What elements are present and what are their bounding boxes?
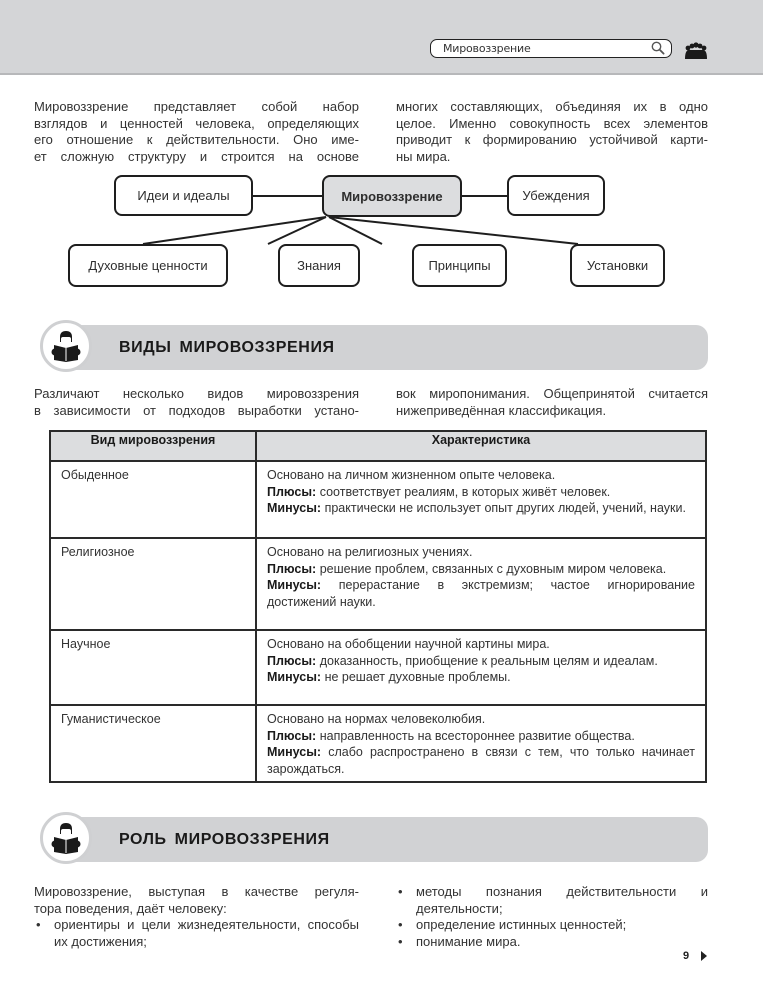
text-line: ны мира. (396, 148, 451, 164)
text-line: Мировоззрение представляет собой набор (34, 99, 359, 114)
diagram-node-spiritual-values: Духовные ценности (68, 244, 228, 287)
bullet-icon: • (36, 917, 41, 932)
basis-text: Основано на религиозных учениях. (267, 545, 473, 559)
minus-text (267, 577, 695, 610)
type-cell: Гуманистическое (50, 705, 256, 782)
plus-text (267, 561, 695, 578)
minus-value: практически не использует опыт других людей, учений, науки. (324, 501, 686, 515)
basis-text: Основано на нормах человеколюбия. (267, 712, 486, 726)
text-line: взглядов и ценностей человека, определяющих (34, 115, 359, 131)
minus-value: слабо распространено в связи с тем, что только начинает зарождаться. (267, 745, 695, 776)
minus-value: не решает духовные проблемы. (324, 670, 511, 684)
table-row (50, 538, 706, 630)
list-item (396, 884, 708, 917)
diagram-node-beliefs: Убеждения (507, 175, 605, 216)
list-item (396, 917, 708, 934)
plus-label: Плюсы: (267, 561, 317, 576)
list-item-text: ориентиры и цели жизнедеятельности, способы их достижения; (54, 917, 359, 949)
table-row (50, 705, 706, 782)
plus-label: Плюсы: (267, 728, 317, 743)
plus-value: соответствует реалиям, в которых живёт человек. (319, 484, 611, 499)
basis-text: Основано на личном жизненном опыте человека. (267, 468, 556, 482)
intro-left-text (34, 99, 359, 165)
text-line: Мировоззрение, выступая в качестве регуля- (34, 884, 359, 899)
diagram-node-worldview: Мировоззрение (322, 175, 462, 217)
table-header-row (50, 431, 706, 461)
plus-value: направленность на всестороннее развитие общества. (319, 728, 635, 743)
column-header-type: Вид мировоззрения (50, 431, 256, 461)
intro-right-text (396, 99, 708, 165)
types-right-text (396, 386, 708, 419)
text-line: нижеприведённая классификация. (396, 402, 607, 418)
search-icon[interactable] (651, 41, 665, 55)
minus-label: Минусы: (267, 670, 322, 684)
section-header-types (40, 320, 708, 372)
list-item-text: понимание мира. (416, 933, 521, 949)
text-line: в зависимости от подходов выработки устано- (34, 402, 359, 418)
page-number: 9 (683, 950, 690, 962)
table-row (50, 461, 706, 538)
characteristic-cell (256, 630, 706, 705)
role-right-list (396, 884, 708, 950)
diagram-node-ideas: Идеи и идеалы (114, 175, 253, 216)
section-title: РОЛЬ МИРОВОЗЗРЕНИЯ (119, 831, 330, 848)
plus-text (267, 653, 695, 670)
plus-value: решение проблем, связанных с духовным миром человека. (319, 561, 667, 576)
type-cell: Религиозное (50, 538, 256, 630)
connector-line (268, 217, 326, 244)
list-item (34, 917, 359, 950)
text-line: вок миропонимания. Общепринятой считается (396, 386, 708, 401)
type-cell: Обыденное (50, 461, 256, 538)
section-header-role (40, 812, 708, 864)
role-left-list (34, 917, 359, 950)
minus-text (267, 500, 695, 517)
role-intro-text (34, 884, 359, 917)
section-icon-circle (40, 812, 92, 864)
minus-value: перерастание в экстремизм; частое игнорирование достижений науки. (267, 578, 695, 609)
triangle-right-icon[interactable] (701, 951, 707, 961)
connector-line (329, 217, 578, 244)
text-line: тора поведения, даёт человеку: (34, 900, 227, 916)
text-line: Различают несколько видов мировоззрения (34, 386, 359, 401)
connector-line (329, 217, 382, 244)
text-line: ет сложную структуру и строится на основе (34, 148, 359, 164)
bullet-icon: • (398, 933, 403, 949)
section-icon-circle (40, 320, 92, 372)
connector-line (143, 217, 326, 244)
section-title: ВИДЫ МИРОВОЗЗРЕНИЯ (119, 339, 335, 356)
characteristic-cell (256, 538, 706, 630)
diagram-node-attitudes: Установки (570, 244, 665, 287)
table-row (50, 630, 706, 705)
plus-value: доказанность, приобщение к реальным целям и идеалам. (319, 653, 658, 668)
worldview-types-table (49, 430, 707, 783)
list-item (396, 934, 708, 951)
text-line: многих составляющих, объединяя их в одно (396, 99, 708, 114)
minus-label: Минусы: (267, 745, 322, 759)
column-header-characteristic: Характеристика (256, 431, 706, 461)
diagram-node-principles: Принципы (412, 244, 507, 287)
plus-text (267, 484, 695, 501)
characteristic-cell (256, 461, 706, 538)
header-bar (0, 0, 763, 75)
minus-text (267, 744, 695, 777)
text-line: целое. Именно совокупность всех элементов (396, 115, 708, 131)
text-line: приводит к формированию устойчивой карти- (396, 132, 708, 147)
minus-label: Минусы: (267, 578, 322, 592)
type-cell: Научное (50, 630, 256, 705)
crowd-icon (684, 41, 708, 59)
characteristic-cell (256, 705, 706, 782)
basis-text: Основано на обобщении научной картины мира. (267, 637, 550, 651)
plus-label: Плюсы: (267, 484, 317, 499)
search-box[interactable] (430, 39, 672, 58)
bullet-icon: • (398, 917, 403, 932)
reader-icon (51, 330, 81, 362)
minus-label: Минусы: (267, 501, 322, 515)
plus-label: Плюсы: (267, 653, 317, 668)
list-item-text: методы познания действительности и деятельности; (416, 884, 708, 916)
plus-text (267, 728, 695, 745)
list-item-text: определение истинных ценностей; (416, 917, 627, 932)
text-line: его отношение к действительности. Оно име- (34, 132, 359, 147)
reader-icon (51, 822, 81, 854)
minus-text (267, 669, 695, 686)
types-left-text (34, 386, 359, 419)
search-input[interactable]: Мировоззрение (443, 42, 531, 55)
diagram-node-knowledge: Знания (278, 244, 360, 287)
bullet-icon: • (398, 884, 403, 899)
